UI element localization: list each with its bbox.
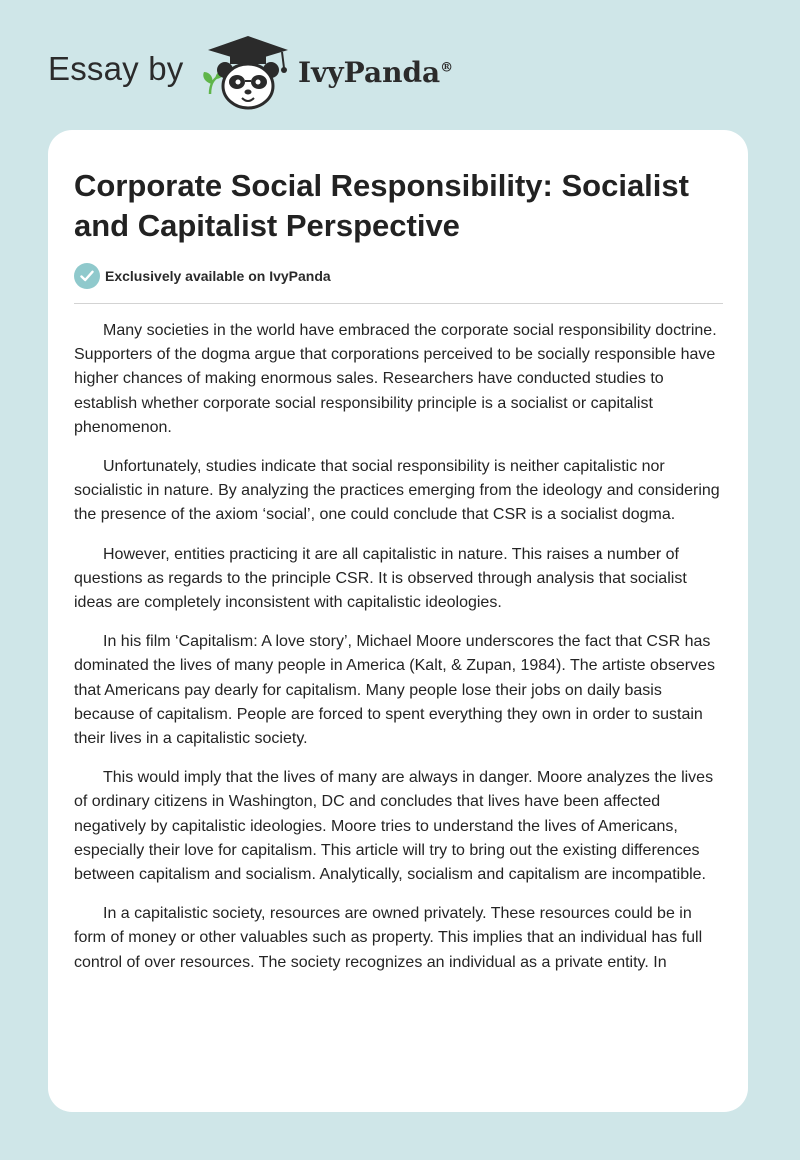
paragraph: In his film ‘Capitalism: A love story’, Michael Moore underscores the fact that CSR has dominated the lives of many people in America (Kalt, & Zupan, 1984). The artiste observes that Americans pay dearly for capitalism. Many people lose their jobs on daily basis because of capitalism. People are forced to spent everything they own in order to sustain their lives in a capitalistic society. (74, 633, 715, 748)
registered-mark: ® (440, 60, 454, 76)
badge-label: Exclusively available on IvyPanda (105, 268, 331, 284)
essay-body (74, 319, 726, 990)
brand-name[interactable]: IvyPanda® (298, 56, 454, 89)
essay-title: Corporate Social Responsibility: Socialist and Capitalist Perspective (74, 168, 689, 243)
essay-card (48, 130, 748, 1112)
paragraph: In a capitalistic society, resources are owned privately. These resources could be in form of money or other valuables such as property. This implies that an individual has full control of over resources. The society recognizes an individual as a private entity. In (74, 905, 703, 971)
paragraph: This would imply that the lives of many are always in danger. Moore analyzes the lives of ordinary citizens in Washington, DC and concludes that lives have been affected negatively by capitalistic ideologies. Moore tries to understand the lives of Americans, especially their love for capitalism. This article will try to bring out the existing differences between capitalism and socialism. Analytically, socialism and capitalism are incompatible. (74, 769, 714, 884)
paragraph: However, entities practicing it are all capitalistic in nature. This raises a number of questions as regards to the principle CSR. It is observed through analysis that socialist ideas are completely inconsistent with capitalistic ideologies. (74, 545, 687, 612)
site-header (0, 0, 800, 130)
divider (74, 303, 723, 304)
paragraph: Unfortunately, studies indicate that social responsibility is neither capitalistic nor socialistic in nature. By analyzing the practices emerging from the ideology and considering the presence of the axiom ‘social’, one could conclude that CSR is a socialist dogma. (74, 458, 720, 524)
checkmark-icon (74, 263, 100, 289)
exclusive-badge (74, 263, 331, 289)
panda-graduate-icon (198, 32, 298, 112)
paragraph: Many societies in the world have embraced the corporate social responsibility doctrine. Supporters of the dogma argue that corporations perceived to be socially responsible have higher chances of making enormous sales. Researchers have conducted studies to establish whether corporate social responsibility principle is a socialist or capitalist phenomenon. (74, 322, 717, 436)
brand-prefix: Essay by (48, 50, 184, 87)
